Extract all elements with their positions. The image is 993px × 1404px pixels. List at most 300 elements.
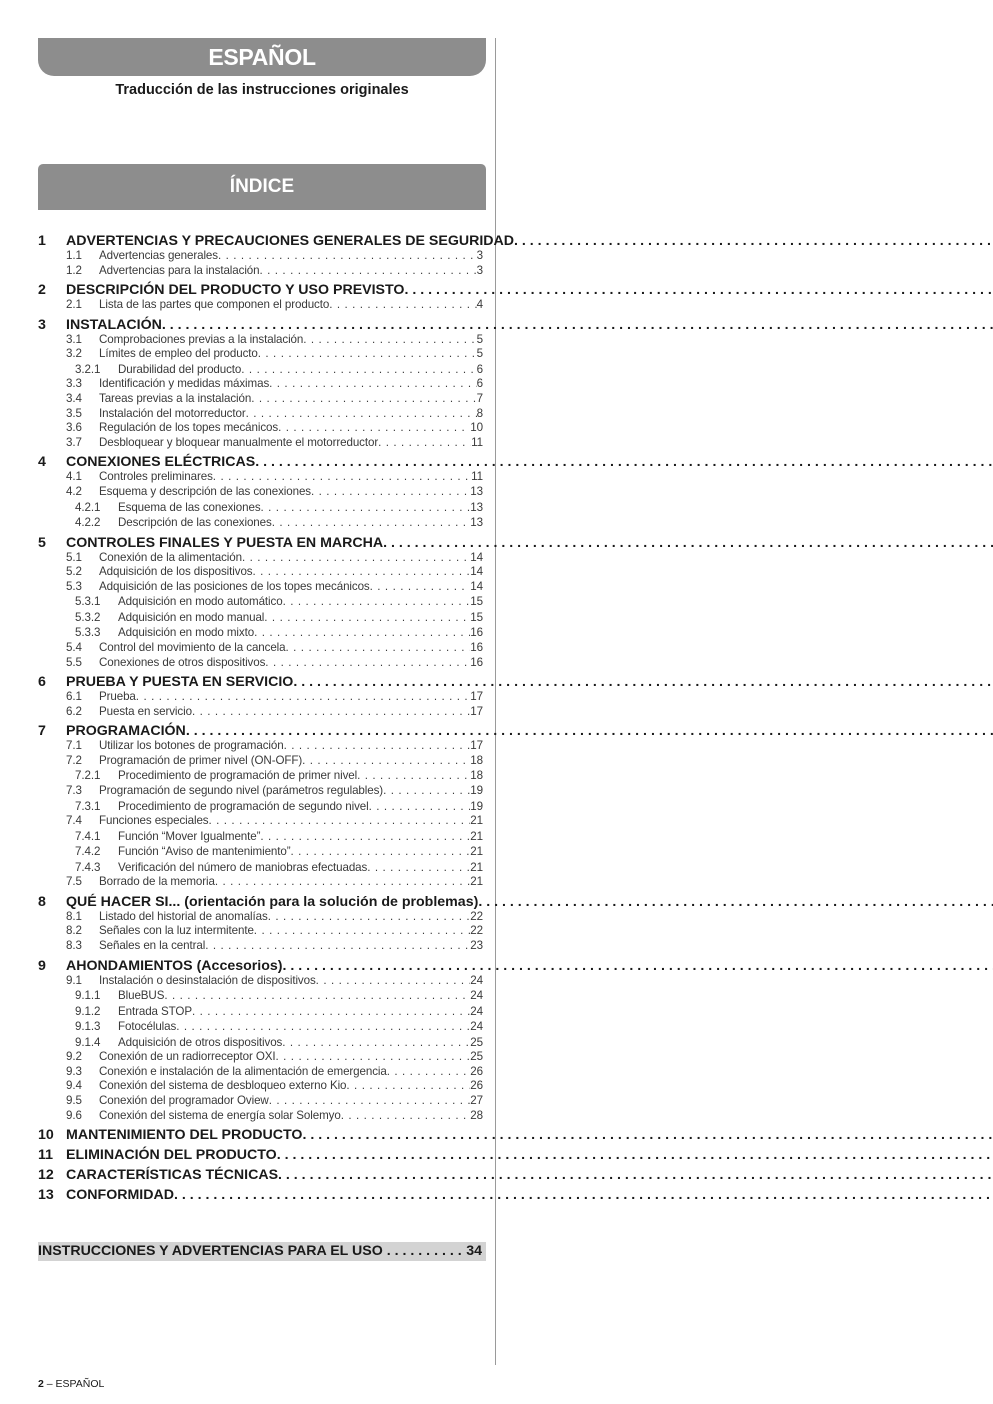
subsection-page: 10 bbox=[470, 421, 483, 435]
dot-leader bbox=[186, 723, 993, 739]
toc-subsection-3-6[interactable] bbox=[38, 421, 483, 436]
section-title: MANTENIMIENTO DEL PRODUCTO bbox=[66, 1127, 303, 1144]
document-subtitle: Traducción de las instrucciones originales bbox=[115, 82, 409, 98]
toc-subsection-7-3[interactable] bbox=[38, 784, 483, 799]
subsection-page: 11 bbox=[471, 435, 483, 449]
section-number: 8 bbox=[38, 893, 46, 910]
subsection-page: 27 bbox=[470, 1093, 483, 1107]
subsection-number: 4.1 bbox=[66, 470, 82, 484]
subsection-page: 21 bbox=[470, 875, 483, 889]
toc-entry-title: INSTRUCCIONES Y ADVERTENCIAS PARA EL USO bbox=[38, 1243, 383, 1259]
toc-section-13[interactable] bbox=[38, 1187, 483, 1203]
subsection-title: Durabilidad del producto bbox=[118, 362, 242, 376]
subsection-title: Límites de empleo del producto bbox=[99, 347, 258, 361]
toc-subsection-1-2[interactable] bbox=[38, 264, 483, 279]
toc-subsection-9-1[interactable] bbox=[38, 974, 483, 989]
dot-leader bbox=[284, 739, 471, 754]
subsection-page: 6 bbox=[476, 362, 483, 376]
dot-leader bbox=[346, 1079, 470, 1094]
subsection-number: 3.4 bbox=[66, 392, 82, 406]
toc-entry-user-instructions[interactable] bbox=[38, 1242, 486, 1261]
section-number: 3 bbox=[38, 316, 46, 333]
section-number: 6 bbox=[38, 674, 46, 691]
section-number: 1 bbox=[38, 233, 46, 249]
subsection-page: 26 bbox=[470, 1079, 483, 1093]
toc-section-8[interactable] bbox=[38, 894, 483, 910]
dot-leader bbox=[213, 470, 471, 485]
section-number: 7 bbox=[38, 723, 46, 740]
page-footer bbox=[38, 1378, 104, 1390]
subsection-number: 5.3.3 bbox=[75, 626, 101, 640]
subsection-title: Listado del historial de anomalías bbox=[99, 909, 268, 923]
language-banner: ESPAÑOL bbox=[38, 38, 486, 76]
subsection-title: Conexión del programador Oview bbox=[99, 1093, 269, 1107]
subsection-title: Controles preliminares bbox=[99, 470, 213, 484]
subsection-title: Desbloquear y bloquear manualmente el motorreductor bbox=[99, 435, 379, 449]
section-title: CONTROLES FINALES Y PUESTA EN MARCHA bbox=[66, 534, 384, 551]
subsection-number: 8.1 bbox=[66, 909, 82, 923]
toc-section-9[interactable] bbox=[38, 958, 483, 974]
section-title: QUÉ HACER SI... (orientación para la solución de problemas) bbox=[66, 893, 479, 910]
subsection-number: 2.1 bbox=[66, 298, 82, 312]
dot-leader bbox=[278, 421, 470, 436]
subsection-page: 16 bbox=[470, 655, 483, 669]
subsection-page: 16 bbox=[470, 640, 483, 654]
toc-section-2[interactable] bbox=[38, 282, 483, 298]
subsection-title: Puesta en servicio bbox=[99, 704, 192, 718]
dot-leader bbox=[174, 1187, 993, 1203]
subsection-page: 13 bbox=[470, 516, 483, 530]
table-of-contents bbox=[38, 233, 515, 1204]
toc-subsection-5-5[interactable] bbox=[38, 656, 483, 671]
toc-subsection-1-1[interactable] bbox=[38, 249, 483, 264]
toc-subsection-7-4-2[interactable] bbox=[38, 844, 483, 860]
toc-subsection-4-2[interactable] bbox=[38, 485, 483, 500]
toc-subsection-5-3-2[interactable] bbox=[38, 610, 483, 626]
section-title: PROGRAMACIÓN bbox=[66, 723, 186, 740]
toc-subsection-6-1[interactable] bbox=[38, 690, 483, 705]
section-number: 4 bbox=[38, 454, 46, 471]
dot-leader bbox=[176, 1019, 470, 1035]
toc-section-11[interactable] bbox=[38, 1147, 483, 1163]
toc-subsection-3-2[interactable] bbox=[38, 347, 483, 362]
subsection-number: 5.2 bbox=[66, 565, 82, 579]
subsection-title: Control del movimiento de la cancela bbox=[99, 640, 286, 654]
subsection-title: Advertencias para la instalación bbox=[99, 263, 260, 277]
dot-leader bbox=[341, 1109, 471, 1124]
dot-leader bbox=[286, 641, 471, 656]
toc-subsection-8-2[interactable] bbox=[38, 924, 483, 939]
dot-leader bbox=[272, 515, 471, 531]
subsection-page: 15 bbox=[470, 610, 483, 624]
toc-section-7[interactable] bbox=[38, 723, 483, 739]
dot-leader bbox=[269, 377, 477, 392]
toc-entry-page: 34 bbox=[466, 1243, 482, 1259]
dot-leader bbox=[514, 233, 993, 249]
subsection-title: BlueBUS bbox=[118, 989, 165, 1003]
dot-leader bbox=[367, 860, 470, 876]
section-number: 9 bbox=[38, 957, 46, 974]
section-title: INSTALACIÓN bbox=[66, 316, 162, 333]
section-title: CONFORMIDAD bbox=[66, 1187, 174, 1204]
subsection-number: 9.4 bbox=[66, 1079, 82, 1093]
subsection-page: 13 bbox=[470, 485, 483, 499]
subsection-number: 4.2.2 bbox=[75, 516, 101, 530]
dot-leader bbox=[283, 594, 471, 610]
toc-subsection-9-1-1[interactable] bbox=[38, 988, 483, 1004]
section-number: 2 bbox=[38, 282, 46, 299]
section-number: 11 bbox=[38, 1147, 53, 1164]
toc-subsection-3-5[interactable] bbox=[38, 407, 483, 422]
subsection-number: 7.2 bbox=[66, 753, 82, 767]
dot-leader bbox=[258, 347, 477, 362]
dot-leader bbox=[276, 1050, 471, 1065]
dot-leader bbox=[293, 674, 993, 690]
toc-subsection-7-2-1[interactable] bbox=[38, 768, 483, 784]
dot-leader bbox=[261, 500, 471, 516]
toc-subsection-7-5[interactable] bbox=[38, 875, 483, 890]
subsection-title: Comprobaciones previas a la instalación bbox=[99, 332, 304, 346]
toc-subsection-4-2-1[interactable] bbox=[38, 500, 483, 516]
toc-section-5[interactable] bbox=[38, 535, 483, 551]
dot-leader bbox=[265, 656, 470, 671]
dot-leader bbox=[478, 894, 993, 910]
subsection-number: 9.1 bbox=[66, 973, 82, 987]
subsection-page: 19 bbox=[470, 783, 483, 797]
dot-leader bbox=[383, 784, 470, 799]
subsection-title: Regulación de los topes mecánicos bbox=[99, 421, 279, 435]
dot-leader bbox=[316, 974, 471, 989]
subsection-title: Borrado de la memoria bbox=[99, 875, 215, 889]
subsection-page: 21 bbox=[470, 814, 483, 828]
toc-subsection-5-2[interactable] bbox=[38, 565, 483, 580]
dot-leader bbox=[242, 551, 470, 566]
dot-leader bbox=[162, 317, 993, 333]
dot-leader bbox=[302, 754, 470, 769]
subsection-title: Descripción de las conexiones bbox=[118, 516, 272, 530]
subsection-page: 8 bbox=[476, 406, 483, 420]
subsection-page: 24 bbox=[470, 989, 483, 1003]
toc-subsection-9-6[interactable] bbox=[38, 1109, 483, 1124]
dot-leader bbox=[268, 910, 471, 925]
subsection-page: 25 bbox=[470, 1050, 483, 1064]
toc-subsection-9-1-2[interactable] bbox=[38, 1004, 483, 1020]
section-title: CARACTERÍSTICAS TÉCNICAS bbox=[66, 1167, 279, 1184]
subsection-number: 7.3.1 bbox=[75, 799, 101, 813]
subsection-page: 25 bbox=[470, 1035, 483, 1049]
toc-subsection-9-2[interactable] bbox=[38, 1050, 483, 1065]
dot-leader bbox=[277, 1147, 993, 1163]
subsection-number: 5.4 bbox=[66, 640, 82, 654]
subsection-title: Procedimiento de programación de primer nivel bbox=[118, 769, 358, 783]
subsection-title: Instalación del motorreductor bbox=[99, 406, 246, 420]
section-title: CONEXIONES ELÉCTRICAS bbox=[66, 454, 256, 471]
dot-leader bbox=[253, 565, 471, 580]
dot-leader bbox=[255, 454, 993, 470]
subsection-title: Conexión del sistema de energía solar Solemyo bbox=[99, 1108, 341, 1122]
subsection-title: Tareas previas a la instalación bbox=[99, 392, 252, 406]
toc-subsection-9-5[interactable] bbox=[38, 1094, 483, 1109]
subsection-page: 6 bbox=[476, 377, 483, 391]
subsection-title: Adquisición en modo automático bbox=[118, 595, 283, 609]
toc-subsection-9-4[interactable] bbox=[38, 1079, 483, 1094]
subsection-page: 3 bbox=[476, 249, 483, 262]
subsection-number: 9.1.4 bbox=[75, 1035, 101, 1049]
toc-subsection-5-3[interactable] bbox=[38, 580, 483, 595]
subsection-title: Señales con la luz intermitente bbox=[99, 924, 254, 938]
subsection-number: 8.2 bbox=[66, 924, 82, 938]
toc-subsection-8-3[interactable] bbox=[38, 939, 483, 954]
dot-leader bbox=[387, 1065, 471, 1080]
subsection-number: 9.2 bbox=[66, 1050, 82, 1064]
subsection-number: 9.5 bbox=[66, 1093, 82, 1107]
toc-subsection-7-3-1[interactable] bbox=[38, 799, 483, 815]
toc-subsection-3-2-1[interactable] bbox=[38, 362, 483, 378]
subsection-number: 7.4.3 bbox=[75, 860, 101, 874]
dot-leader bbox=[302, 1127, 993, 1143]
subsection-title: Adquisición de los dispositivos bbox=[99, 565, 253, 579]
subsection-title: Adquisición en modo manual bbox=[118, 610, 265, 624]
subsection-number: 5.1 bbox=[66, 550, 82, 564]
dot-leader bbox=[254, 924, 471, 939]
subsection-page: 16 bbox=[470, 626, 483, 640]
dot-leader bbox=[383, 535, 993, 551]
subsection-page: 18 bbox=[470, 753, 483, 767]
subsection-number: 7.3 bbox=[66, 783, 82, 797]
subsection-page: 5 bbox=[476, 347, 483, 361]
section-number: 10 bbox=[38, 1127, 54, 1144]
subsection-page: 15 bbox=[470, 595, 483, 609]
dot-leader bbox=[370, 580, 471, 595]
subsection-number: 4.2.1 bbox=[75, 500, 101, 514]
toc-subsection-7-4[interactable] bbox=[38, 814, 483, 829]
dot-leader bbox=[357, 768, 470, 784]
subsection-title: Esquema de las conexiones bbox=[118, 500, 261, 514]
toc-subsection-4-2-2[interactable] bbox=[38, 515, 483, 531]
subsection-title: Conexiones de otros dispositivos bbox=[99, 655, 266, 669]
toc-subsection-5-1[interactable] bbox=[38, 551, 483, 566]
subsection-page: 21 bbox=[470, 845, 483, 859]
toc-subsection-5-4[interactable] bbox=[38, 641, 483, 656]
section-number: 12 bbox=[38, 1167, 54, 1184]
dot-leader bbox=[264, 610, 470, 626]
subsection-number: 3.7 bbox=[66, 435, 82, 449]
toc-subsection-5-3-1[interactable] bbox=[38, 594, 483, 610]
subsection-page: 22 bbox=[470, 909, 483, 923]
subsection-title: Función “Mover Igualmente” bbox=[118, 829, 261, 843]
subsection-page: 4 bbox=[476, 298, 483, 312]
toc-subsection-7-4-1[interactable] bbox=[38, 829, 483, 845]
subsection-number: 9.1.1 bbox=[75, 989, 101, 1003]
toc-subsection-7-2[interactable] bbox=[38, 754, 483, 769]
toc-subsection-9-3[interactable] bbox=[38, 1065, 483, 1080]
dot-leader bbox=[311, 485, 470, 500]
section-title: AHONDAMIENTOS (Accesorios) bbox=[66, 957, 283, 974]
subsection-page: 11 bbox=[471, 470, 483, 484]
subsection-number: 5.3.1 bbox=[75, 595, 101, 609]
subsection-title: Entrada STOP bbox=[118, 1004, 192, 1018]
subsection-number: 5.5 bbox=[66, 655, 82, 669]
subsection-number: 7.5 bbox=[66, 875, 82, 889]
subsection-page: 24 bbox=[470, 973, 483, 987]
toc-subsection-8-1[interactable] bbox=[38, 910, 483, 925]
dot-leader bbox=[246, 407, 477, 422]
dot-leader bbox=[192, 1004, 470, 1020]
subsection-page: 14 bbox=[470, 550, 483, 564]
toc-subsection-7-4-3[interactable] bbox=[38, 860, 483, 876]
toc-subsection-4-1[interactable] bbox=[38, 470, 483, 485]
subsection-number: 7.4.1 bbox=[75, 829, 101, 843]
subsection-number: 3.5 bbox=[66, 406, 82, 420]
subsection-number: 3.6 bbox=[66, 421, 82, 435]
toc-section-4[interactable] bbox=[38, 454, 483, 470]
subsection-title: Conexión del sistema de desbloqueo externo Kio bbox=[99, 1079, 347, 1093]
subsection-title: Adquisición de otros dispositivos bbox=[118, 1035, 283, 1049]
subsection-page: 3 bbox=[476, 263, 483, 277]
dot-leader bbox=[282, 1035, 470, 1051]
toc-subsection-3-7[interactable] bbox=[38, 436, 483, 451]
subsection-title: Lista de las partes que componen el producto bbox=[99, 298, 330, 312]
subsection-number: 3.3 bbox=[66, 377, 82, 391]
toc-section-12[interactable] bbox=[38, 1167, 483, 1183]
dot-leader bbox=[303, 333, 476, 348]
subsection-title: Identificación y medidas máximas bbox=[99, 377, 270, 391]
toc-section-6[interactable] bbox=[38, 674, 483, 690]
subsection-page: 14 bbox=[470, 565, 483, 579]
subsection-title: Procedimiento de programación de segundo nivel bbox=[118, 799, 369, 813]
toc-section-10[interactable] bbox=[38, 1127, 483, 1143]
subsection-title: Fotocélulas bbox=[118, 1020, 177, 1034]
dot-leader bbox=[283, 958, 993, 974]
subsection-page: 17 bbox=[470, 690, 483, 704]
subsection-page: 24 bbox=[470, 1020, 483, 1034]
dot-leader bbox=[215, 875, 470, 890]
dot-leader bbox=[260, 829, 470, 845]
subsection-page: 28 bbox=[470, 1108, 483, 1122]
subsection-page: 23 bbox=[470, 938, 483, 952]
toc-subsection-6-2[interactable] bbox=[38, 705, 483, 720]
dot-leader bbox=[369, 799, 471, 815]
toc-subsection-7-1[interactable] bbox=[38, 739, 483, 754]
subsection-number: 7.4.2 bbox=[75, 845, 101, 859]
subsection-title: Conexión de un radiorreceptor OXI bbox=[99, 1050, 276, 1064]
toc-subsection-3-4[interactable] bbox=[38, 392, 483, 407]
dot-leader bbox=[241, 362, 476, 378]
toc-section-3[interactable] bbox=[38, 317, 483, 333]
dot-leader bbox=[278, 1167, 993, 1183]
subsection-title: Advertencias generales bbox=[99, 249, 218, 262]
toc-subsection-9-1-3[interactable] bbox=[38, 1019, 483, 1035]
dot-leader bbox=[329, 298, 476, 313]
subsection-title: Utilizar los botones de programación bbox=[99, 739, 284, 753]
section-title: ADVERTENCIAS Y PRECAUCIONES GENERALES DE SEGURIDAD bbox=[66, 233, 515, 249]
toc-section-1[interactable] bbox=[38, 233, 515, 249]
subsection-page: 26 bbox=[470, 1064, 483, 1078]
section-title: DESCRIPCIÓN DEL PRODUCTO Y USO PREVISTO bbox=[66, 282, 405, 299]
toc-subsection-5-3-3[interactable] bbox=[38, 625, 483, 641]
dot-leader bbox=[260, 264, 477, 279]
subsection-title: Instalación o desinstalación de dispositivos bbox=[99, 973, 316, 987]
subsection-number: 5.3 bbox=[66, 579, 82, 593]
dot-leader bbox=[164, 988, 470, 1004]
subsection-title: Conexión de la alimentación bbox=[99, 550, 242, 564]
subsection-number: 3.2 bbox=[66, 347, 82, 361]
subsection-title: Programación de primer nivel (ON-OFF) bbox=[99, 753, 303, 767]
subsection-number: 7.4 bbox=[66, 814, 82, 828]
subsection-title: Señales en la central bbox=[99, 938, 206, 952]
subsection-number: 9.1.2 bbox=[75, 1004, 101, 1018]
subsection-title: Programación de segundo nivel (parámetros regulables) bbox=[99, 783, 384, 797]
dot-leader bbox=[136, 690, 471, 705]
subsection-number: 7.2.1 bbox=[75, 769, 101, 783]
subsection-page: 21 bbox=[470, 860, 483, 874]
dot-leader bbox=[209, 814, 471, 829]
subsection-number: 4.2 bbox=[66, 485, 82, 499]
toc-subsection-9-1-4[interactable] bbox=[38, 1035, 483, 1051]
subsection-title: Funciones especiales bbox=[99, 814, 209, 828]
subsection-page: 18 bbox=[470, 769, 483, 783]
subsection-title: Función “Aviso de mantenimiento” bbox=[118, 845, 291, 859]
subsection-number: 1.2 bbox=[66, 263, 82, 277]
subsection-title: Verificación del número de maniobras efectuadas bbox=[118, 860, 368, 874]
subsection-title: Esquema y descripción de las conexiones bbox=[99, 485, 311, 499]
subsection-page: 7 bbox=[476, 392, 483, 406]
subsection-number: 5.3.2 bbox=[75, 610, 101, 624]
subsection-title: Prueba bbox=[99, 690, 136, 704]
subsection-page: 14 bbox=[470, 579, 483, 593]
section-number: 5 bbox=[38, 534, 46, 551]
dot-leader bbox=[192, 705, 470, 720]
subsection-number: 6.1 bbox=[66, 690, 82, 704]
subsection-number: 9.1.3 bbox=[75, 1020, 101, 1034]
subsection-title: Adquisición de las posiciones de los topes mecánicos bbox=[99, 579, 370, 593]
subsection-number: 8.3 bbox=[66, 938, 82, 952]
toc-subsection-3-3[interactable] bbox=[38, 377, 483, 392]
subsection-title: Conexión e instalación de la alimentación de emergencia bbox=[99, 1064, 387, 1078]
dot-leader bbox=[378, 436, 471, 451]
dot-leader bbox=[291, 844, 471, 860]
subsection-page: 13 bbox=[470, 500, 483, 514]
dot-leader bbox=[269, 1094, 471, 1109]
subsection-page: 24 bbox=[470, 1004, 483, 1018]
subsection-number: 7.1 bbox=[66, 739, 82, 753]
footer-separator: – bbox=[43, 1378, 56, 1390]
dot-leader bbox=[387, 1242, 462, 1261]
subsection-page: 5 bbox=[476, 332, 483, 346]
subsection-page: 22 bbox=[470, 924, 483, 938]
subsection-page: 17 bbox=[470, 739, 483, 753]
dot-leader bbox=[205, 939, 470, 954]
dot-leader bbox=[254, 625, 470, 641]
toc-subsection-2-1[interactable] bbox=[38, 298, 483, 313]
subsection-title: Adquisición en modo mixto bbox=[118, 626, 255, 640]
dot-leader bbox=[218, 249, 477, 264]
section-number: 13 bbox=[38, 1187, 54, 1204]
subsection-page: 21 bbox=[470, 829, 483, 843]
subsection-number: 9.3 bbox=[66, 1064, 82, 1078]
subsection-number: 3.1 bbox=[66, 332, 82, 346]
subsection-page: 17 bbox=[470, 704, 483, 718]
page-number: 2 bbox=[38, 1378, 44, 1390]
subsection-page: 19 bbox=[470, 799, 483, 813]
section-title: PRUEBA Y PUESTA EN SERVICIO bbox=[66, 674, 294, 691]
toc-subsection-3-1[interactable] bbox=[38, 333, 483, 348]
footer-language: ESPAÑOL bbox=[55, 1378, 105, 1390]
index-heading: ÍNDICE bbox=[38, 164, 486, 210]
subsection-number: 6.2 bbox=[66, 704, 82, 718]
dot-leader bbox=[404, 282, 993, 298]
dot-leader bbox=[251, 392, 476, 407]
